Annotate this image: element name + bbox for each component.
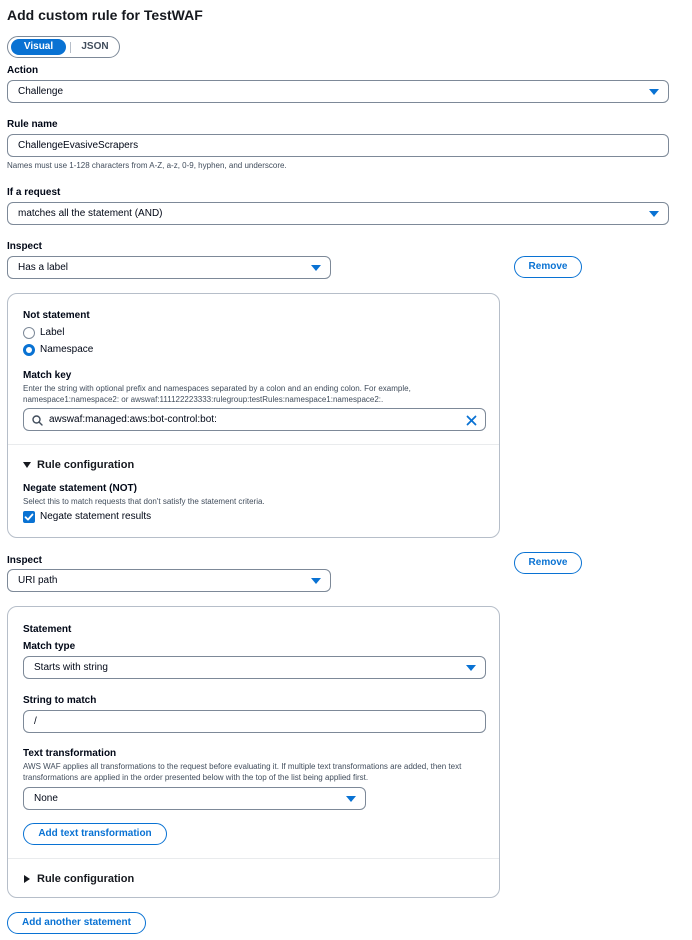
match-key-value: awswaf:managed:aws:bot-control:bot: bbox=[49, 414, 217, 425]
string-to-match-label: String to match bbox=[23, 695, 97, 706]
match-type-select[interactable] bbox=[23, 656, 486, 679]
not-statement-label: Not statement bbox=[23, 310, 90, 321]
search-icon bbox=[32, 415, 43, 426]
toggle-divider bbox=[70, 42, 71, 53]
checkmark-icon bbox=[23, 511, 35, 523]
label-statement-panel bbox=[7, 293, 500, 538]
string-to-match-input[interactable] bbox=[23, 710, 486, 733]
visual-mode-tab[interactable]: Visual bbox=[11, 39, 66, 55]
rule-name-value: ChallengeEvasiveScrapers bbox=[18, 140, 139, 151]
caret-down-icon bbox=[346, 796, 356, 802]
match-key-label: Match key bbox=[23, 370, 72, 381]
rule-configuration-label: Rule configuration bbox=[37, 873, 135, 885]
rule-configuration-label: Rule configuration bbox=[37, 459, 135, 471]
action-select-value: Challenge bbox=[18, 86, 64, 97]
negate-statement-label: Negate statement (NOT) bbox=[23, 483, 137, 494]
inspect-value: Has a label bbox=[18, 262, 69, 273]
if-request-label: If a request bbox=[7, 187, 61, 198]
caret-down-icon bbox=[649, 89, 659, 95]
radio-label-option[interactable] bbox=[23, 327, 35, 339]
page-title: Add custom rule for TestWAF bbox=[7, 7, 203, 23]
negate-checkbox[interactable] bbox=[23, 511, 35, 523]
inspect-select[interactable] bbox=[7, 569, 331, 592]
caret-right-icon bbox=[24, 875, 30, 883]
remove-statement-button[interactable]: Remove bbox=[514, 552, 582, 574]
panel-divider bbox=[8, 444, 499, 445]
if-request-select[interactable] bbox=[7, 202, 669, 225]
negate-statement-hint: Select this to match requests that don't satisfy the statement criteria. bbox=[23, 497, 265, 506]
editor-mode-toggle bbox=[7, 36, 120, 58]
match-type-label: Match type bbox=[23, 641, 76, 652]
rule-name-hint: Names must use 1-128 characters from A-Z, a-z, 0-9, hyphen, and underscore. bbox=[7, 161, 287, 170]
action-label: Action bbox=[7, 65, 39, 76]
rule-name-label: Rule name bbox=[7, 119, 58, 130]
statement-label: Statement bbox=[23, 624, 72, 635]
caret-down-icon bbox=[311, 265, 321, 271]
panel-divider bbox=[8, 858, 499, 859]
text-transformation-select[interactable] bbox=[23, 787, 366, 810]
inspect-label: Inspect bbox=[7, 555, 43, 566]
string-to-match-value: / bbox=[34, 716, 37, 727]
match-key-hint: Enter the string with optional prefix and namespaces separated by a colon and an ending colon. For example, namespace1:namespace2: or awswaf:111122223333:rulegroup:testRules:namespace1:namespace2:. bbox=[23, 384, 411, 404]
add-text-transformation-button[interactable]: Add text transformation bbox=[23, 823, 167, 845]
match-type-value: Starts with string bbox=[34, 662, 108, 673]
match-key-input[interactable] bbox=[23, 408, 486, 431]
inspect-select[interactable] bbox=[7, 256, 331, 279]
remove-statement-button[interactable]: Remove bbox=[514, 256, 582, 278]
uri-statement-panel bbox=[7, 606, 500, 898]
radio-label-text: Label bbox=[40, 327, 65, 338]
text-transformation-hint: AWS WAF applies all transformations to the request before evaluating it. If multiple text transformations are added, then text transformations are applied in the order presented below with the top of the list being applied first. bbox=[23, 762, 462, 782]
clear-icon[interactable] bbox=[466, 415, 477, 426]
negate-checkbox-label: Negate statement results bbox=[40, 511, 152, 522]
inspect-value: URI path bbox=[18, 575, 58, 586]
caret-down-icon bbox=[649, 211, 659, 217]
rule-configuration-expander[interactable] bbox=[23, 458, 163, 472]
caret-down-icon bbox=[23, 462, 31, 468]
add-another-statement-button[interactable]: Add another statement bbox=[7, 912, 146, 934]
caret-down-icon bbox=[466, 665, 476, 671]
action-select[interactable] bbox=[7, 80, 669, 103]
text-transformation-label: Text transformation bbox=[23, 748, 117, 759]
caret-down-icon bbox=[311, 578, 321, 584]
radio-namespace-text: Namespace bbox=[40, 344, 94, 355]
if-request-value: matches all the statement (AND) bbox=[18, 208, 163, 219]
json-mode-tab[interactable]: JSON bbox=[81, 41, 109, 52]
inspect-label: Inspect bbox=[7, 241, 43, 252]
rule-name-input[interactable] bbox=[7, 134, 669, 157]
text-transformation-value: None bbox=[34, 793, 58, 804]
radio-namespace-option[interactable] bbox=[23, 344, 35, 356]
rule-configuration-expander[interactable] bbox=[23, 872, 163, 886]
